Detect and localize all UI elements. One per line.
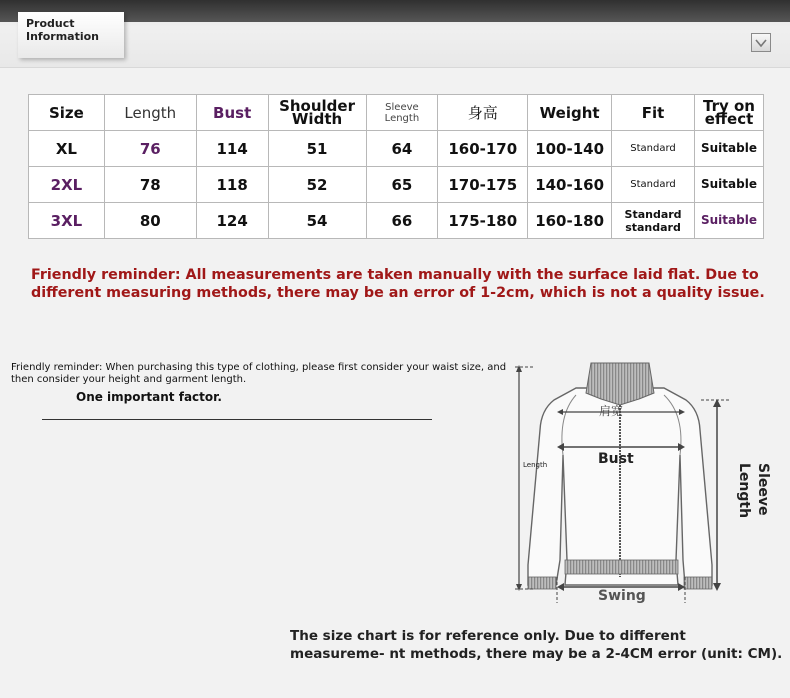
cell-length: 80: [104, 203, 196, 239]
cell-sleeve: 65: [366, 167, 438, 203]
product-info-header: [0, 0, 790, 68]
tab-label-line2: Information: [26, 30, 99, 43]
swing-label: Swing: [598, 588, 646, 604]
cell-height: 175-180: [438, 203, 528, 239]
table-row: [29, 131, 764, 167]
bust-label: Bust: [598, 451, 634, 467]
cell-fit: Standard: [612, 167, 695, 203]
cell-length: 76: [104, 131, 196, 167]
size-chart-table: [28, 94, 764, 239]
sleeve-label-line2: Length: [736, 463, 752, 519]
cell-sleeve: 66: [366, 203, 438, 239]
table-header-row: [29, 95, 764, 131]
header-weight: Weight: [528, 95, 612, 131]
cell-length: 78: [104, 167, 196, 203]
cell-size: 2XL: [29, 167, 105, 203]
cell-size: 3XL: [29, 203, 105, 239]
chevron-down-icon: [755, 38, 767, 48]
important-factor-text: One important factor.: [76, 390, 222, 404]
jacket-measurement-diagram: [513, 355, 788, 615]
shoulder-label: 肩宽: [599, 404, 624, 418]
cell-weight: 160-180: [528, 203, 612, 239]
cell-shoulder: 52: [268, 167, 366, 203]
tab-label-line1: Product: [26, 17, 75, 30]
divider-line: [42, 419, 432, 420]
cell-sleeve: 64: [366, 131, 438, 167]
header-shoulder: Shoulder Width: [268, 95, 366, 131]
cell-size: XL: [29, 131, 105, 167]
table-row: [29, 203, 764, 239]
cell-weight: 140-160: [528, 167, 612, 203]
cell-fit: [612, 203, 695, 239]
cell-height: 160-170: [438, 131, 528, 167]
cell-shoulder: 54: [268, 203, 366, 239]
sleeve-length-label: [733, 463, 773, 523]
cell-try-on: Suitable: [694, 167, 763, 203]
purchase-reminder: Friendly reminder: When purchasing this type of clothing, please first consider your waist size, and then consider your height and garment length.: [11, 362, 507, 385]
cell-try-on: Suitable: [694, 203, 763, 239]
cell-height: 170-175: [438, 167, 528, 203]
product-information-tab[interactable]: [18, 12, 124, 58]
measurement-reminder: Friendly reminder: All measurements are taken manually with the surface laid flat. Due to different measuring methods, there may be an error of 1-2cm, which is not a quality issue.: [31, 267, 765, 301]
cell-try-on: Suitable: [694, 131, 763, 167]
fit-line2: standard: [625, 220, 681, 234]
reference-note: The size chart is for reference only. Due to different measureme- nt methods, there may be a 2-4CM error (unit: CM).: [290, 628, 783, 662]
header-sleeve: Sleeve Length: [366, 95, 438, 131]
cell-fit: Standard: [612, 131, 695, 167]
fit-line1: Standard: [624, 207, 682, 221]
header-try-on: Try on effect: [694, 95, 763, 131]
sleeve-label-line1: Sleeve: [755, 463, 771, 516]
header-length: Length: [104, 95, 196, 131]
cell-shoulder: 51: [268, 131, 366, 167]
length-label: Length: [523, 461, 548, 469]
header-fit: Fit: [612, 95, 695, 131]
table-row: [29, 167, 764, 203]
header-height: 身高: [438, 95, 528, 131]
cell-bust: 114: [196, 131, 268, 167]
header-size: Size: [29, 95, 105, 131]
header-bust: Bust: [196, 95, 268, 131]
cell-bust: 118: [196, 167, 268, 203]
cell-bust: 124: [196, 203, 268, 239]
collapse-toggle-button[interactable]: [751, 33, 771, 52]
cell-weight: 100-140: [528, 131, 612, 167]
